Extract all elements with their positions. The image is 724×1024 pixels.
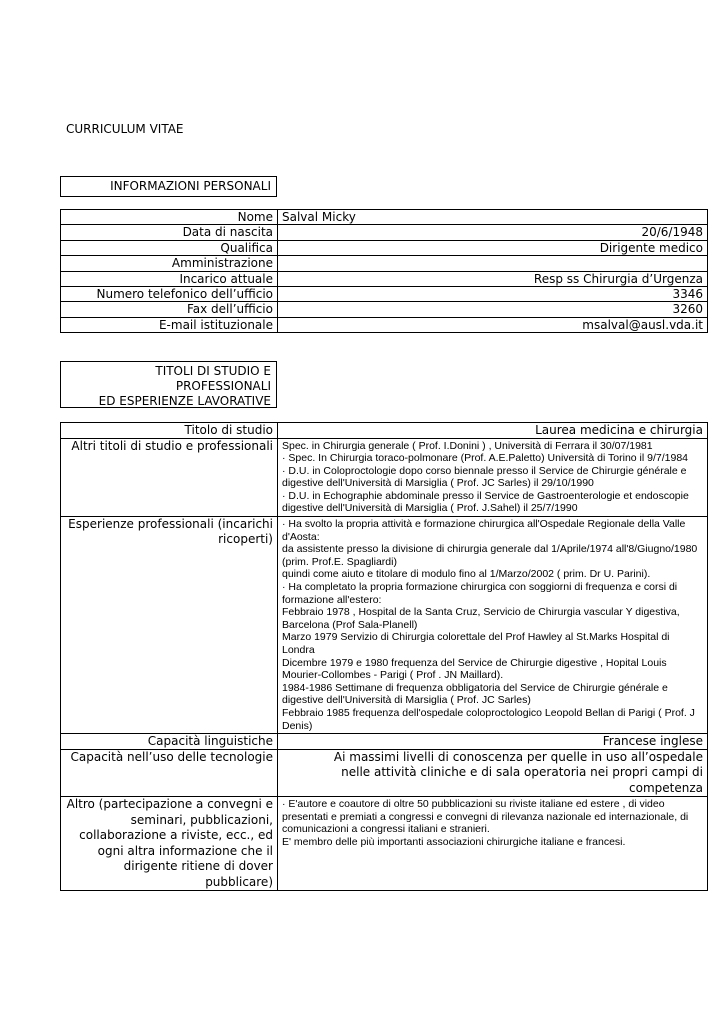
section-personal-info: INFORMAZIONI PERSONALI	[60, 176, 277, 197]
personal-row	[61, 240, 708, 255]
personal-row-label: Fax dell’ufficio	[61, 302, 278, 317]
personal-row	[61, 271, 708, 286]
experience-line: da assistente presso la divisione di chirurgia generale dal 1/Aprile/1974 all'8/Giugno/1980 (prim. Prof.E. Spagliardi)	[282, 543, 698, 568]
other-title-line: · D.U. in Echographie abdominale presso il Service de Gastroenterologie et endoscopie digestive dell'Università di Marsiglia ( Prof. J.Sahel) il 25/7/1990	[282, 489, 689, 515]
other-titles-value	[278, 438, 708, 517]
row-other-info	[61, 797, 708, 891]
row-other-titles	[61, 438, 708, 517]
study-experience-table	[60, 422, 708, 891]
experience-line: Dicembre 1979 e 1980 frequenza del Service de Chirurgie digestive , Hopital Louis Mourier-Collombes - Parigi ( Prof . JN Maillard).	[282, 656, 667, 682]
personal-row	[61, 210, 708, 225]
languages-label: Capacità linguistiche	[61, 734, 278, 750]
personal-row-label: Incarico attuale	[61, 271, 278, 286]
technologies-value: Ai massimi livelli di conoscenza per quelle in uso all’ospedale nelle attività cliniche e di sala operatoria nei propri campi di competenza	[278, 749, 708, 797]
personal-row-value: 3260	[278, 302, 708, 317]
other-title-line: · D.U. in Coloproctologie dopo corso biennale presso il Service de Chirurgie générale e digestive dell'Università di Marsiglia ( Prof. JC Sarles) il 29/10/1990	[282, 464, 687, 490]
experience-line: Marzo 1979 Servizio di Chirurgia colorettale del Prof Hawley al St.Marks Hospital di Londra	[282, 631, 670, 656]
personal-row-label: Amministrazione	[61, 256, 278, 271]
personal-row-label: Data di nascita	[61, 225, 278, 240]
personal-row-value: Resp ss Chirurgia d’Urgenza	[278, 271, 708, 286]
personal-row-value: 3346	[278, 287, 708, 302]
section-titles-line1: TITOLI DI STUDIO E PROFESSIONALI	[155, 364, 271, 393]
personal-row-value: Dirigente medico	[278, 240, 708, 255]
other-info-value	[278, 797, 708, 891]
personal-row	[61, 287, 708, 302]
personal-row-label: Nome	[61, 210, 278, 225]
personal-row	[61, 225, 708, 240]
study-title-label: Titolo di studio	[61, 423, 278, 439]
experience-value	[278, 517, 708, 734]
languages-value: Francese inglese	[278, 734, 708, 750]
row-technologies	[61, 749, 708, 797]
experience-line: 1984-1986 Settimane di frequenza obbligatoria del Service de Chirurgie générale e digestive dell'Università di Marsiglia ( Prof. JC Sarles)	[282, 681, 668, 707]
experience-line: · Ha completato la propria formazione chirurgica con soggiorni di frequenza e corsi di formazione all'estero:	[282, 581, 678, 606]
study-title-value: Laurea medicina e chirurgia	[278, 423, 708, 439]
page-title: CURRICULUM VITAE	[66, 122, 184, 136]
personal-row-label: Qualifica	[61, 240, 278, 255]
technologies-label: Capacità nell’uso delle tecnologie	[61, 749, 278, 797]
section-titles-line2: ED ESPERIENZE LAVORATIVE	[98, 394, 271, 408]
other-info-line: E' membro delle più importanti associazioni chirurgiche italiane e francesi.	[282, 835, 626, 848]
personal-row-value: 20/6/1948	[278, 225, 708, 240]
personal-row-value: msalval@ausl.vda.it	[278, 317, 708, 332]
experience-label: Esperienze professionali (incarichi ricoperti)	[61, 517, 278, 734]
personal-row-label: E-mail istituzionale	[61, 317, 278, 332]
personal-row-value: Salval Micky	[278, 210, 708, 225]
other-title-line: Spec. in Chirurgia generale ( Prof. I.Donini ) , Università di Ferrara il 30/07/1981	[282, 439, 653, 452]
other-title-line: · Spec. In Chirurgia toraco-polmonare (Prof. A.E.Paletto) Università di Torino il 9/7/1984	[282, 452, 689, 465]
experience-line: · Ha svolto la propria attività e formazione chirurgica all'Ospedale Regionale della Valle d'Aosta:	[282, 518, 686, 543]
personal-row-label: Numero telefonico dell’ufficio	[61, 287, 278, 302]
row-experience	[61, 517, 708, 734]
row-study-title	[61, 423, 708, 439]
other-info-label: Altro (partecipazione a convegni e seminari, pubblicazioni, collaborazione a riviste, ecc., ed ogni altra informazione che il dirigente ritiene di dover pubblicare)	[61, 797, 278, 891]
other-titles-label: Altri titoli di studio e professionali	[61, 438, 278, 517]
personal-row	[61, 302, 708, 317]
experience-line: Febbraio 1978 , Hospital de la Santa Cruz, Servicio de Chirurgia vascular Y digestiva, Barcelona (Prof Sala-Planell)	[282, 606, 680, 631]
personal-row	[61, 256, 708, 271]
experience-line: Febbraio 1985 frequenza dell'ospedale coloproctologico Leopold Bellan di Parigi ( Prof. J Denis)	[282, 706, 695, 732]
other-info-line: · E'autore e coautore di oltre 50 pubblicazioni su riviste italiane ed estere , di video presentati e premiati a congressi e convegni di rilevanza nazionale ed internazionale, di comunicazioni a congressi italiani e stranieri.	[282, 798, 689, 836]
section-titles-experience	[60, 361, 277, 408]
personal-row-value	[278, 256, 708, 271]
personal-info-table	[60, 209, 708, 333]
experience-line: quindi come aiuto e titolare di modulo fino al 1/Marzo/2002 ( prim. Dr U. Parini).	[282, 568, 651, 581]
row-languages	[61, 734, 708, 750]
personal-row	[61, 317, 708, 332]
